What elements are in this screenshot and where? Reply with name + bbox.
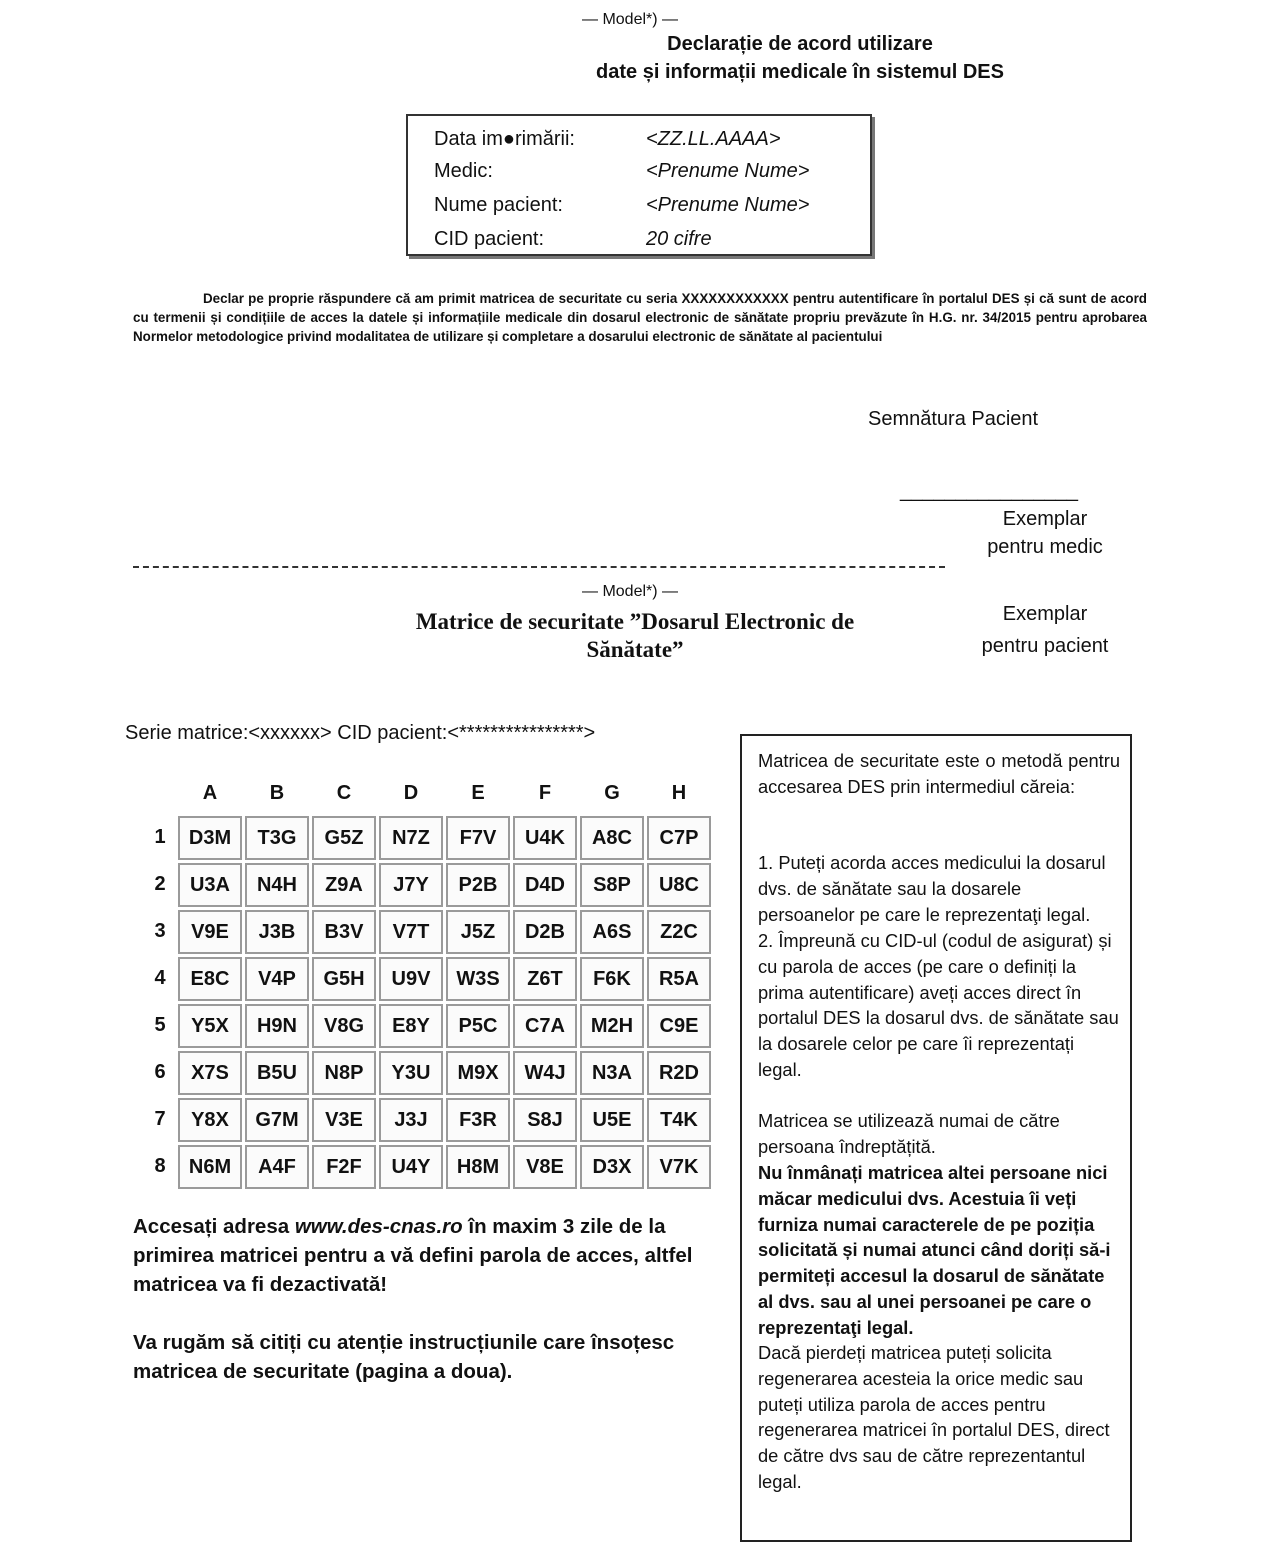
info-panel-intro: Matricea de securitate este o metodă pentru accesarea DES prin intermediul căreia:: [758, 750, 1120, 797]
matrix-cell: N7Z: [379, 816, 443, 860]
matrix-cell: F6K: [580, 957, 644, 1001]
info-label-medic: Medic:: [434, 160, 493, 182]
matrix-cell: F2F: [312, 1145, 376, 1189]
matrix-cell: V9E: [178, 910, 242, 954]
matrix-cell: N3A: [580, 1051, 644, 1095]
matrix-cell: V8E: [513, 1145, 577, 1189]
matrix-cell: D2B: [513, 910, 577, 954]
cut-line: [133, 566, 945, 568]
matrix-column-header: H: [671, 782, 687, 804]
matrix-cell: B5U: [245, 1051, 309, 1095]
matrix-cell: U4K: [513, 816, 577, 860]
copy-pacient-line2: pentru pacient: [981, 635, 1109, 657]
matrix-cell: J3J: [379, 1098, 443, 1142]
info-panel-point1: 1. Puteți acorda acces medicului la dosarul dvs. de sănătate sau la dosarele persoanelor pe care le reprezentaţi legal.: [758, 852, 1106, 925]
matrix-title-line2: Sănătate”: [586, 637, 684, 662]
matrix-cell: V7T: [379, 910, 443, 954]
matrix-cell: H9N: [245, 1004, 309, 1048]
matrix-row-header: 1: [154, 826, 166, 848]
matrix-cell: D3M: [178, 816, 242, 860]
info-panel-usage: Matricea se utilizează numai de către persoana îndreptățită.: [758, 1110, 1060, 1157]
copy-medic-line1: Exemplar: [1002, 508, 1088, 530]
declaration-title-line1: Declarație de acord utilizare: [667, 33, 933, 55]
matrix-cell: U5E: [580, 1098, 644, 1142]
matrix-row-header: 7: [154, 1108, 166, 1130]
info-label-date: Data im●rimării:: [434, 128, 575, 150]
matrix-cell: T3G: [245, 816, 309, 860]
info-label-cid: CID pacient:: [434, 228, 545, 250]
access-notice: [133, 1212, 713, 1386]
info-panel-point2: 2. Împreună cu CID-ul (codul de asigurat) și cu parola de acces (pe care o definiți la prima autentificare) aveți acces direct în portalul DES la dosarul dvs. de sănătate sau la dosarele celor pe care îi reprezentați legal.: [758, 930, 1119, 1080]
matrix-cell: M2H: [580, 1004, 644, 1048]
matrix-column-header: G: [604, 782, 620, 804]
matrix-cell: A6S: [580, 910, 644, 954]
matrix-cell: G5H: [312, 957, 376, 1001]
matrix-cell: B3V: [312, 910, 376, 954]
info-panel: [740, 734, 1132, 1542]
matrix-cell: U4Y: [379, 1145, 443, 1189]
matrix-cell: U3A: [178, 863, 242, 907]
matrix-cell: J7Y: [379, 863, 443, 907]
info-label-patient-name: Nume pacient:: [434, 194, 563, 216]
matrix-cell: R5A: [647, 957, 711, 1001]
matrix-cell: W4J: [513, 1051, 577, 1095]
matrix-cell: Z9A: [312, 863, 376, 907]
matrix-cell: V4P: [245, 957, 309, 1001]
matrix-cell: G5Z: [312, 816, 376, 860]
matrix-column-header: E: [471, 782, 485, 804]
model-tag-top: — Model*) —: [582, 11, 679, 28]
security-matrix: [178, 816, 711, 1189]
matrix-cell: C7A: [513, 1004, 577, 1048]
matrix-row-header: 3: [154, 920, 166, 942]
info-value-patient-name: <Prenume Nume>: [646, 194, 810, 216]
declaration-text: [133, 289, 1147, 346]
matrix-row-header: 8: [154, 1155, 166, 1177]
access-notice-text-after: în maxim 3 zile de la primirea matricei pentru a vă defini parola de acces, altfel matricea va fi dezactivată!: [133, 1215, 693, 1296]
matrix-cell: P2B: [446, 863, 510, 907]
access-notice-p2: Va rugăm să citiți cu atenție instrucțiunile care însoțesc matricea de securitate (pagina a doua).: [133, 1331, 675, 1383]
matrix-cell: V3E: [312, 1098, 376, 1142]
matrix-cell: V8G: [312, 1004, 376, 1048]
declaration-body: Declar pe proprie răspundere că am primit matricea de securitate cu seria XXXXXXXXXXXX pentru autentificare în portalul DES și că sunt de acord cu termenii și condițiile de acces la datele și informațiile medicale din dosarul electronic de sănătate propriu prevăzute în H.G. nr. 34/2015 pentru aprobarea Normelor metodologice privind modalitatea de utilizare și completare a dosarului electronic de sănătate al pacientului: [133, 291, 1147, 344]
matrix-cell: R2D: [647, 1051, 711, 1095]
matrix-column-header: F: [538, 782, 552, 804]
matrix-cell: F7V: [446, 816, 510, 860]
info-panel-warning: Nu înmânați matricea altei persoane nici măcar medicului dvs. Acestuia îi veți furniza numai caracterele de pe poziția solicitată și numai atunci când doriți să-i permiteți accesul la dosarul de sănătate al dvs. sau al unei persoanei pe care o reprezentaţi legal.: [758, 1162, 1111, 1338]
copy-medic-label: [960, 505, 1130, 561]
info-value-cid: 20 cifre: [646, 228, 712, 250]
matrix-cell: M9X: [446, 1051, 510, 1095]
matrix-cell: V7K: [647, 1145, 711, 1189]
signature-label: Semnătura Pacient: [868, 408, 1039, 430]
matrix-row-header: 6: [154, 1061, 166, 1083]
matrix-cell: E8Y: [379, 1004, 443, 1048]
info-value-medic: <Prenume Nume>: [646, 160, 810, 182]
matrix-cell: U9V: [379, 957, 443, 1001]
access-url-link[interactable]: www.des-cnas.ro: [294, 1215, 463, 1238]
matrix-cell: J5Z: [446, 910, 510, 954]
matrix-column-header: B: [269, 782, 285, 804]
matrix-cell: S8P: [580, 863, 644, 907]
matrix-row-header: 5: [154, 1014, 166, 1036]
copy-pacient-label: [960, 598, 1130, 662]
matrix-cell: Y5X: [178, 1004, 242, 1048]
copy-pacient-line1: Exemplar: [1002, 603, 1088, 625]
matrix-cell: A4F: [245, 1145, 309, 1189]
matrix-cell: D3X: [580, 1145, 644, 1189]
declaration-title-line2: date și informații medicale în sistemul DES: [596, 61, 1004, 83]
matrix-cell: C7P: [647, 816, 711, 860]
info-value-date: <ZZ.LL.AAAA>: [646, 128, 781, 150]
matrix-cell: F3R: [446, 1098, 510, 1142]
matrix-cell: Z6T: [513, 957, 577, 1001]
access-notice-text: Accesați adresa: [133, 1215, 295, 1238]
matrix-cell: C9E: [647, 1004, 711, 1048]
matrix-cell: T4K: [647, 1098, 711, 1142]
matrix-cell: J3B: [245, 910, 309, 954]
matrix-title-line1: Matrice de securitate ”Dosarul Electronic de: [415, 609, 855, 634]
matrix-cell: A8C: [580, 816, 644, 860]
matrix-cell: N4H: [245, 863, 309, 907]
matrix-cell: Y8X: [178, 1098, 242, 1142]
matrix-cell: Y3U: [379, 1051, 443, 1095]
matrix-row-header: 2: [154, 873, 166, 895]
matrix-cell: N6M: [178, 1145, 242, 1189]
matrix-cell: E8C: [178, 957, 242, 1001]
serie-line: Serie matrice:<xxxxxx> CID pacient:<****************>: [125, 722, 596, 744]
signature-line: ________________: [900, 480, 1078, 502]
matrix-row-header: 4: [154, 967, 166, 989]
matrix-title: [395, 608, 875, 664]
matrix-cell: X7S: [178, 1051, 242, 1095]
matrix-cell: S8J: [513, 1098, 577, 1142]
matrix-column-header: D: [403, 782, 419, 804]
matrix-column-header: C: [336, 782, 352, 804]
info-panel-lost: Dacă pierdeți matricea puteți solicita regenerarea acesteia la orice medic sau puteți utiliza parola de acces pentru regenerarea matricei în portalul DES, direct de către dvs sau de către reprezentantul legal.: [758, 1342, 1110, 1492]
matrix-cell: P5C: [446, 1004, 510, 1048]
access-notice-p1: [133, 1212, 713, 1299]
model-tag-matrix: — Model*) —: [582, 583, 679, 600]
matrix-cell: H8M: [446, 1145, 510, 1189]
matrix-cell: W3S: [446, 957, 510, 1001]
matrix-cell: Z2C: [647, 910, 711, 954]
matrix-cell: G7M: [245, 1098, 309, 1142]
info-box: [406, 114, 872, 256]
matrix-cell: N8P: [312, 1051, 376, 1095]
matrix-cell: U8C: [647, 863, 711, 907]
copy-medic-line2: pentru medic: [987, 536, 1103, 558]
matrix-cell: D4D: [513, 863, 577, 907]
matrix-column-header: A: [202, 782, 218, 804]
